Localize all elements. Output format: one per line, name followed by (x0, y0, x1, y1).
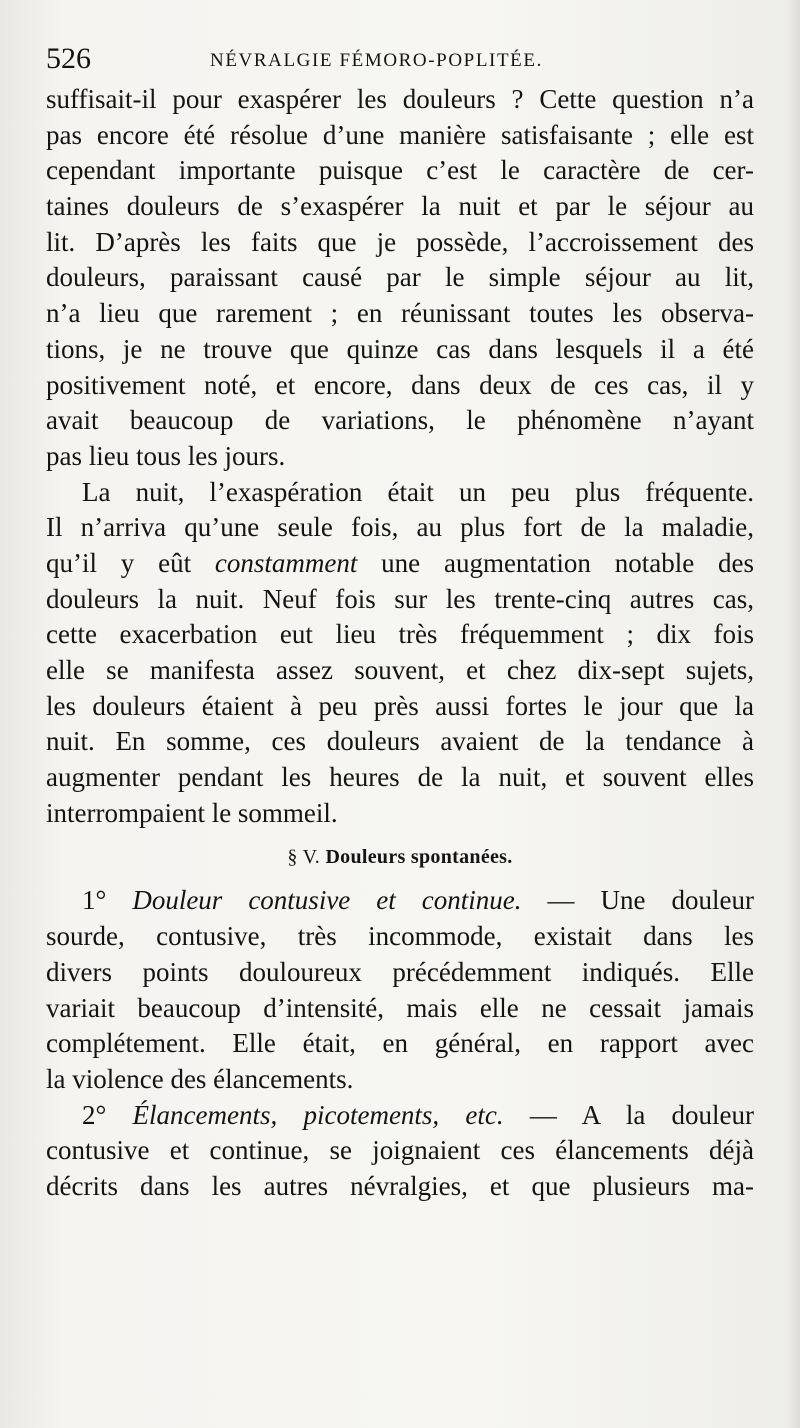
text-line: lit. D’après les faits que je possède, l’accroissement des (46, 226, 754, 257)
text-line-with-emphasis (46, 883, 754, 919)
text-line: variait beaucoup d’intensité, mais elle ne cessait jamais (46, 992, 754, 1023)
paragraph-3 (46, 883, 754, 1097)
text-line: cependant importante puisque c’est le caractère de cer- (46, 155, 754, 186)
text-line: La nuit, l’exaspération était un peu plus fréquente. (82, 476, 754, 507)
page-edge-shadow (786, 0, 800, 1428)
text-line: n’a lieu que rarement ; en réunissant toutes les observa- (46, 298, 754, 329)
section-title: Douleurs spontanées. (325, 846, 513, 869)
text-line: positivement noté, et encore, dans deux de ces cas, il y (46, 369, 754, 400)
text-line: elle se manifesta assez souvent, et chez dix-sept sujets, (46, 655, 754, 685)
text-line: décrits dans les autres névralgies, et que plusieurs ma- (46, 1170, 754, 1201)
text-line: douleurs, paraissant causé par le simple séjour au lit, (46, 262, 754, 293)
text-line: la violence des élancements. (46, 1063, 354, 1094)
text-line: pas encore été résolue d’une manière satisfaisante ; elle est (46, 119, 754, 150)
text-line: augmenter pendant les heures de la nuit, et souvent elles (46, 762, 754, 793)
text-span: — Une douleur (521, 885, 754, 916)
text-line: sourde, contusive, très incommode, existait dans les (46, 921, 754, 952)
section-mark: § V. (287, 846, 321, 869)
item-number: 1° (82, 885, 107, 916)
paragraph-2 (46, 475, 754, 832)
section-heading (46, 831, 754, 883)
text-line-with-emphasis (46, 546, 754, 582)
text-line: avait beaucoup de variations, le phénomène n’ayant (46, 405, 754, 436)
text-line: les douleurs étaient à peu près aussi fortes le jour que la (46, 690, 754, 721)
emphasis-constamment: constamment (214, 547, 358, 578)
text-line: contusive et continue, se joignaient ces élancements déjà (46, 1135, 754, 1166)
text-line: nuit. En somme, ces douleurs avaient de la tendance à (46, 726, 754, 757)
paragraph-4 (46, 1098, 754, 1205)
text-line-with-emphasis (46, 1098, 754, 1134)
emphasis-title: Douleur contusive et continue. (132, 885, 522, 916)
running-title: NÉVRALGIE FÉMORO-POPLITÉE. (210, 50, 543, 71)
page-number: 526 (46, 42, 91, 75)
text-line: suffisait-il pour exaspérer les douleurs ? Cette question n’a (46, 84, 754, 114)
text-line: douleurs la nuit. Neuf fois sur les trente-cinq autres cas, (46, 583, 754, 614)
body-text (46, 82, 754, 1205)
text-line: Il n’arriva qu’une seule fois, au plus fort de la maladie, (46, 512, 754, 543)
text-span: — A la douleur (503, 1099, 755, 1130)
text-line: cette exacerbation eut lieu très fréquemment ; dix fois (46, 619, 754, 650)
text-line: pas lieu tous les jours. (46, 440, 286, 471)
text-line: tions, je ne trouve que quinze cas dans lesquels il a été (46, 333, 754, 364)
item-number: 2° (82, 1099, 107, 1130)
paragraph-1 (46, 82, 754, 475)
text-span: qu’il y eût (46, 547, 215, 578)
text-line: taines douleurs de s’exaspérer la nuit et par le séjour au (46, 191, 754, 222)
text-line: complétement. Elle était, en général, en rapport avec (46, 1028, 754, 1059)
emphasis-title: Élancements, picotements, etc. (132, 1099, 504, 1130)
page-header (46, 40, 746, 80)
text-span: une augmentation notable des (357, 547, 754, 578)
text-line: interrompaient le sommeil. (46, 797, 338, 828)
text-line: divers points douloureux précédemment indiqués. Elle (46, 956, 754, 987)
